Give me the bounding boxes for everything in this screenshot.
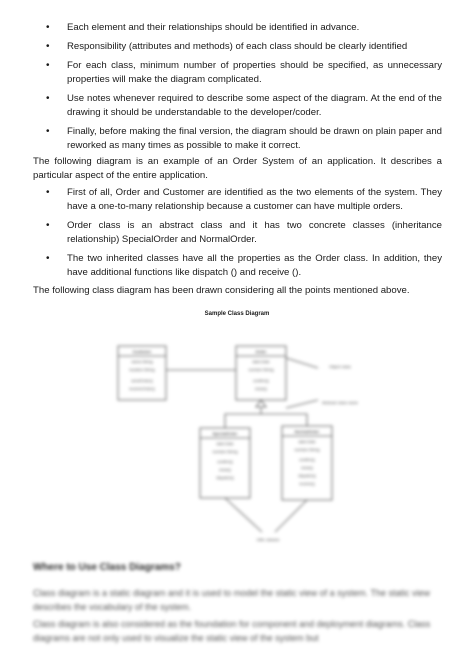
bullet-icon: • [46,41,50,52]
svg-text:confirm(): confirm() [253,378,269,383]
paragraph-diagram-intro: The following class diagram has been drawn considering all the points mentioned above. [33,285,410,296]
svg-text:close(): close() [300,465,314,470]
list-item: • Use notes whenever required to describe some aspect of the diagram. At the end of the drawing it should be understandable to the developer/coder. [46,93,442,118]
order-class-box [236,346,286,400]
svg-text:number:String: number:String [248,367,274,372]
class-diagram [0,305,474,555]
bullet-icon: • [46,220,50,231]
svg-text:receive(): receive() [299,481,315,486]
svg-text:number:String: number:String [294,447,320,452]
svg-text:date:Date: date:Date [298,439,316,444]
section-heading: Where to Use Class Diagrams? [33,562,181,573]
customer-class-box [118,346,166,400]
normal-order-class-name: NormalOrder [294,429,320,434]
list-item: • Responsibility (attributes and methods) of each class should be clearly identified [46,41,408,52]
svg-text:date:Date: date:Date [252,359,270,364]
order-class-name: Order [255,349,267,354]
svg-text:confirm(): confirm() [217,459,233,464]
svg-text:number:String: number:String [212,449,238,454]
svg-text:close(): close() [254,386,268,391]
note-uml-classes: UML classes [256,537,280,542]
list-item: • For each class, minimum number of properties should be specified, as unnecessary properties will make the diagram complicated. [46,60,442,85]
guideline-list [0,21,474,158]
paragraph-class-diagram-use: Class diagram is a static diagram and it is used to model the static view of a system. The static view describes the vocabulary of the system. [33,588,430,612]
bullet-icon: • [46,93,50,104]
note-object-class: Object class [329,364,351,369]
svg-text:close(): close() [218,467,232,472]
svg-text:sendOrder(): sendOrder() [131,378,153,383]
bullet-icon: • [46,60,50,71]
special-order-class-name: SpecialOrder [212,431,238,436]
svg-text:name:String: name:String [131,359,153,364]
bullet-icon: • [46,22,50,33]
list-item: • Order class is an abstract class and it has two concrete classes (inheritance relationship) SpecialOrder and NormalOrder. [46,220,442,245]
note-abstract-class: Abstract class name [321,400,359,405]
paragraph-intro: The following diagram is an example of an Order System of an application. It describes a particular aspect of the entire application. [33,156,442,181]
bullet-icon: • [46,187,50,198]
list-item: • Each element and their relationships should be identified in advance. [46,22,360,33]
customer-class-name: Customer [132,349,152,354]
normal-order-class-box [282,426,332,500]
svg-text:dispatch(): dispatch() [298,473,316,478]
bullet-icon: • [46,253,50,264]
svg-text:confirm(): confirm() [299,457,315,462]
svg-text:date:Date: date:Date [216,441,234,446]
example-list [0,186,474,285]
bullet-icon: • [46,126,50,137]
list-item: • Finally, before making the final version, the diagram should be drawn on plain paper and reworked as many times as possible to make it correct. [46,126,442,151]
svg-text:location:String: location:String [129,367,155,372]
diagram-title: Sample Class Diagram [204,311,270,317]
list-item: • The two inherited classes have all the properties as the Order class. In addition, they have additional functions like dispatch () and receive (). [46,253,442,278]
paragraph-class-diagram-foundation: Class diagram is also considered as the foundation for component and deployment diagrams. Class diagrams are not only used to visualize the static view of the system but [33,619,431,643]
list-item: • First of all, Order and Customer are identified as the two elements of the system. They have a one-to-many relationship because a customer can have multiple orders. [46,187,442,212]
svg-text:receiveOrder(): receiveOrder() [129,386,155,391]
svg-text:dispatch(): dispatch() [216,475,234,480]
